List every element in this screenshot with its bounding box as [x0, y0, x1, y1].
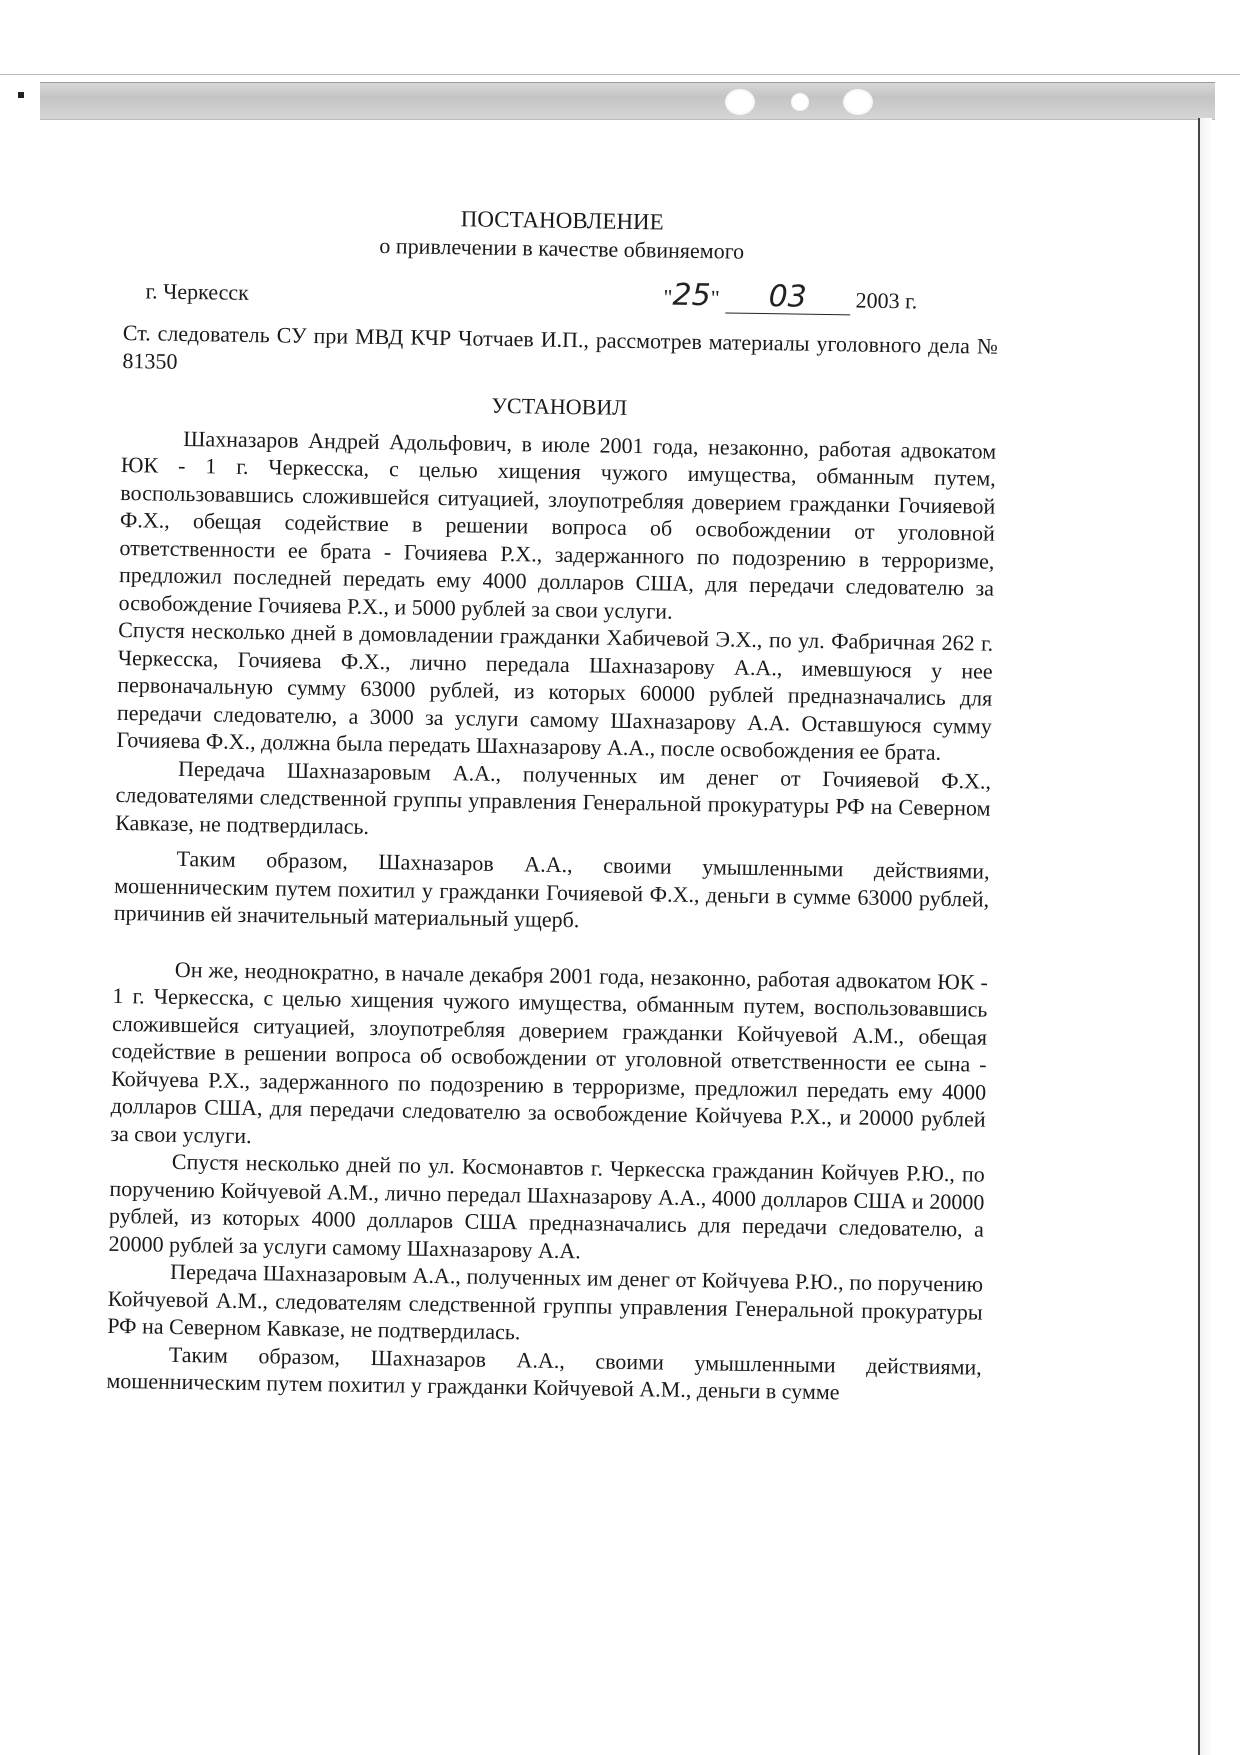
paragraph-5: Он же, неоднократно, в начале декабря 2001 года, незаконно, работая адвокатом ЮК - 1 г. Черкесска, с целью хищения чужого имущества, обманным путем, воспользовавшись сложившейся ситуацией, злоупотребляя доверием гражданки Койчуевой А.М., обещая содействие в решении вопроса об освобождении от уголовной ответственности ее сына - Койчуева Р.Х., задержанного по подозрению в терроризме, предложил передать ему 4000 долларов США, для передачи следователю за освобождение Койчуева Р.Х., и 20000 рублей за свои услуги. [110, 956, 989, 1148]
document-date [663, 277, 918, 315]
intro-paragraph: Ст. следователь СУ при МВД КЧР Чотчаев И.П., рассмотрев материалы уголовного дела № 81350 [122, 319, 999, 374]
section-title: УСТАНОВИЛ [491, 392, 628, 420]
scan-top-strip [40, 82, 1215, 120]
city: г. Черкесск [145, 278, 250, 305]
paragraph-2: Спустя несколько дней в домовладении гражданки Хабичевой Э.Х., по ул. Фабричная 262 г. Черкесска, Гочияева Ф.Х., лично передала Шахназарову А.А., имевшуюся у нее первоначальную сумму 63000 рублей, из которых 60000 рублей предназначались для передачи следователю, а 3000 за услуги самому Шахназарову А.А. Оставшуюся сумму Гочияева Ф.Х., должна была передать Шахназарову А.А., после освобождения ее брата. [116, 616, 994, 765]
document-subtitle: о привлечении в качестве обвиняемого [379, 232, 745, 264]
document-page [106, 200, 1000, 1408]
punch-hole-right [843, 89, 873, 115]
page-right-edge [1198, 118, 1212, 1755]
paragraph-7: Передача Шахназаровым А.А., полученных им денег от Койчуева Р.Ю., по поручению Койчуевой А.М., следователям следственной группы управления Генеральной прокуратуры РФ на Северном Кавказе, не подтвердилась. [107, 1258, 984, 1345]
paragraph-6: Спустя несколько дней по ул. Космонавтов г. Черкесска гражданин Койчуев Р.Ю., по поручению Койчуевой А.М., лично передал Шахназарову А.А., 4000 долларов США и 20000 рублей, из которых 4000 долларов США предназначались для передачи следователю, а 20000 рублей за услуги самому Шахназарову А.А. [108, 1148, 986, 1263]
paragraph-1: Шахназаров Андрей Адольфович, в июле 2001 года, незаконно, работая адвокатом ЮК - 1 г. Черкесска, с целью хищения чужого имущества, обманным путем, воспользовавшись сложившейся ситуацией, злоупотребляя доверием гражданки Гочияевой Ф.Х., обещая содействие в решении вопроса об освобождении от уголовной ответственности ее брата - Гочияева Р.Х., задержанного по подозрению в терроризме, предложил последней передать ему 4000 долларов США, для передачи следователю за освобождение Гочияева Р.Х., и 5000 рублей за свои услуги. [118, 425, 997, 624]
paragraph-8: Таким образом, Шахназаров А.А., своими умышленными действиями, мошенническим путем похитил у гражданки Койчуевой А.М., деньги в сумме [106, 1341, 982, 1405]
scan-dot [18, 92, 24, 98]
date-day-handwritten: 25 [672, 277, 712, 314]
date-year: 2003 г. [855, 287, 918, 314]
scan-top-shadow [0, 74, 1240, 81]
document-title: ПОСТАНОВЛЕНИЕ [460, 206, 664, 235]
paragraph-3: Передача Шахназаровым А.А., полученных им денег от Гочияевой Ф.Х., следователями следственной группы управления Генеральной прокуратуры РФ на Северном Кавказе, не подтвердилась. [115, 755, 992, 839]
date-month-field [725, 279, 850, 315]
date-mid-quote: " [710, 285, 720, 311]
place-date-line [123, 273, 999, 327]
date-month-handwritten: 03 [768, 279, 808, 315]
punch-hole-left [725, 89, 755, 115]
punch-hole-center [791, 93, 809, 111]
date-open-quote: " [663, 284, 673, 310]
paragraph-4: Таким образом, Шахназаров А.А., своими умышленными действиями, мошенническим путем похитил у гражданки Гочияевой Ф.Х., деньги в сумме 63000 рублей, причинив ей значительный материальный ущерб. [113, 845, 990, 933]
